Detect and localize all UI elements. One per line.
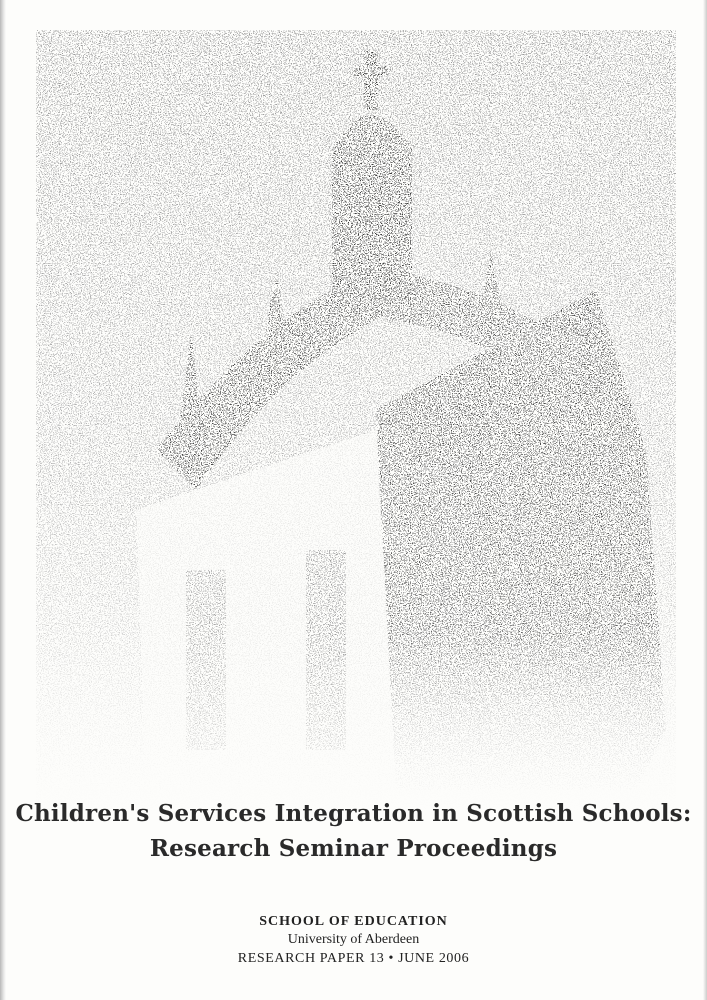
university-name: University of Aberdeen xyxy=(287,932,420,947)
title-line-2: Research Seminar Proceedings xyxy=(149,835,558,862)
series-info: RESEARCH PAPER 13 • JUNE 2006 xyxy=(237,951,470,966)
school-name: SCHOOL OF EDUCATION xyxy=(259,914,448,929)
tower-cross-bar xyxy=(354,66,388,76)
bottom-fade xyxy=(36,630,676,820)
tower-cross xyxy=(364,50,378,110)
cover-photo-illustration xyxy=(36,30,676,820)
cover-title xyxy=(0,796,707,866)
cover-photo xyxy=(36,30,676,820)
lantern-tower xyxy=(332,150,412,300)
title-line-1: Children's Services Integration in Scottish Schools: xyxy=(15,800,692,827)
publisher-info xyxy=(0,912,707,968)
